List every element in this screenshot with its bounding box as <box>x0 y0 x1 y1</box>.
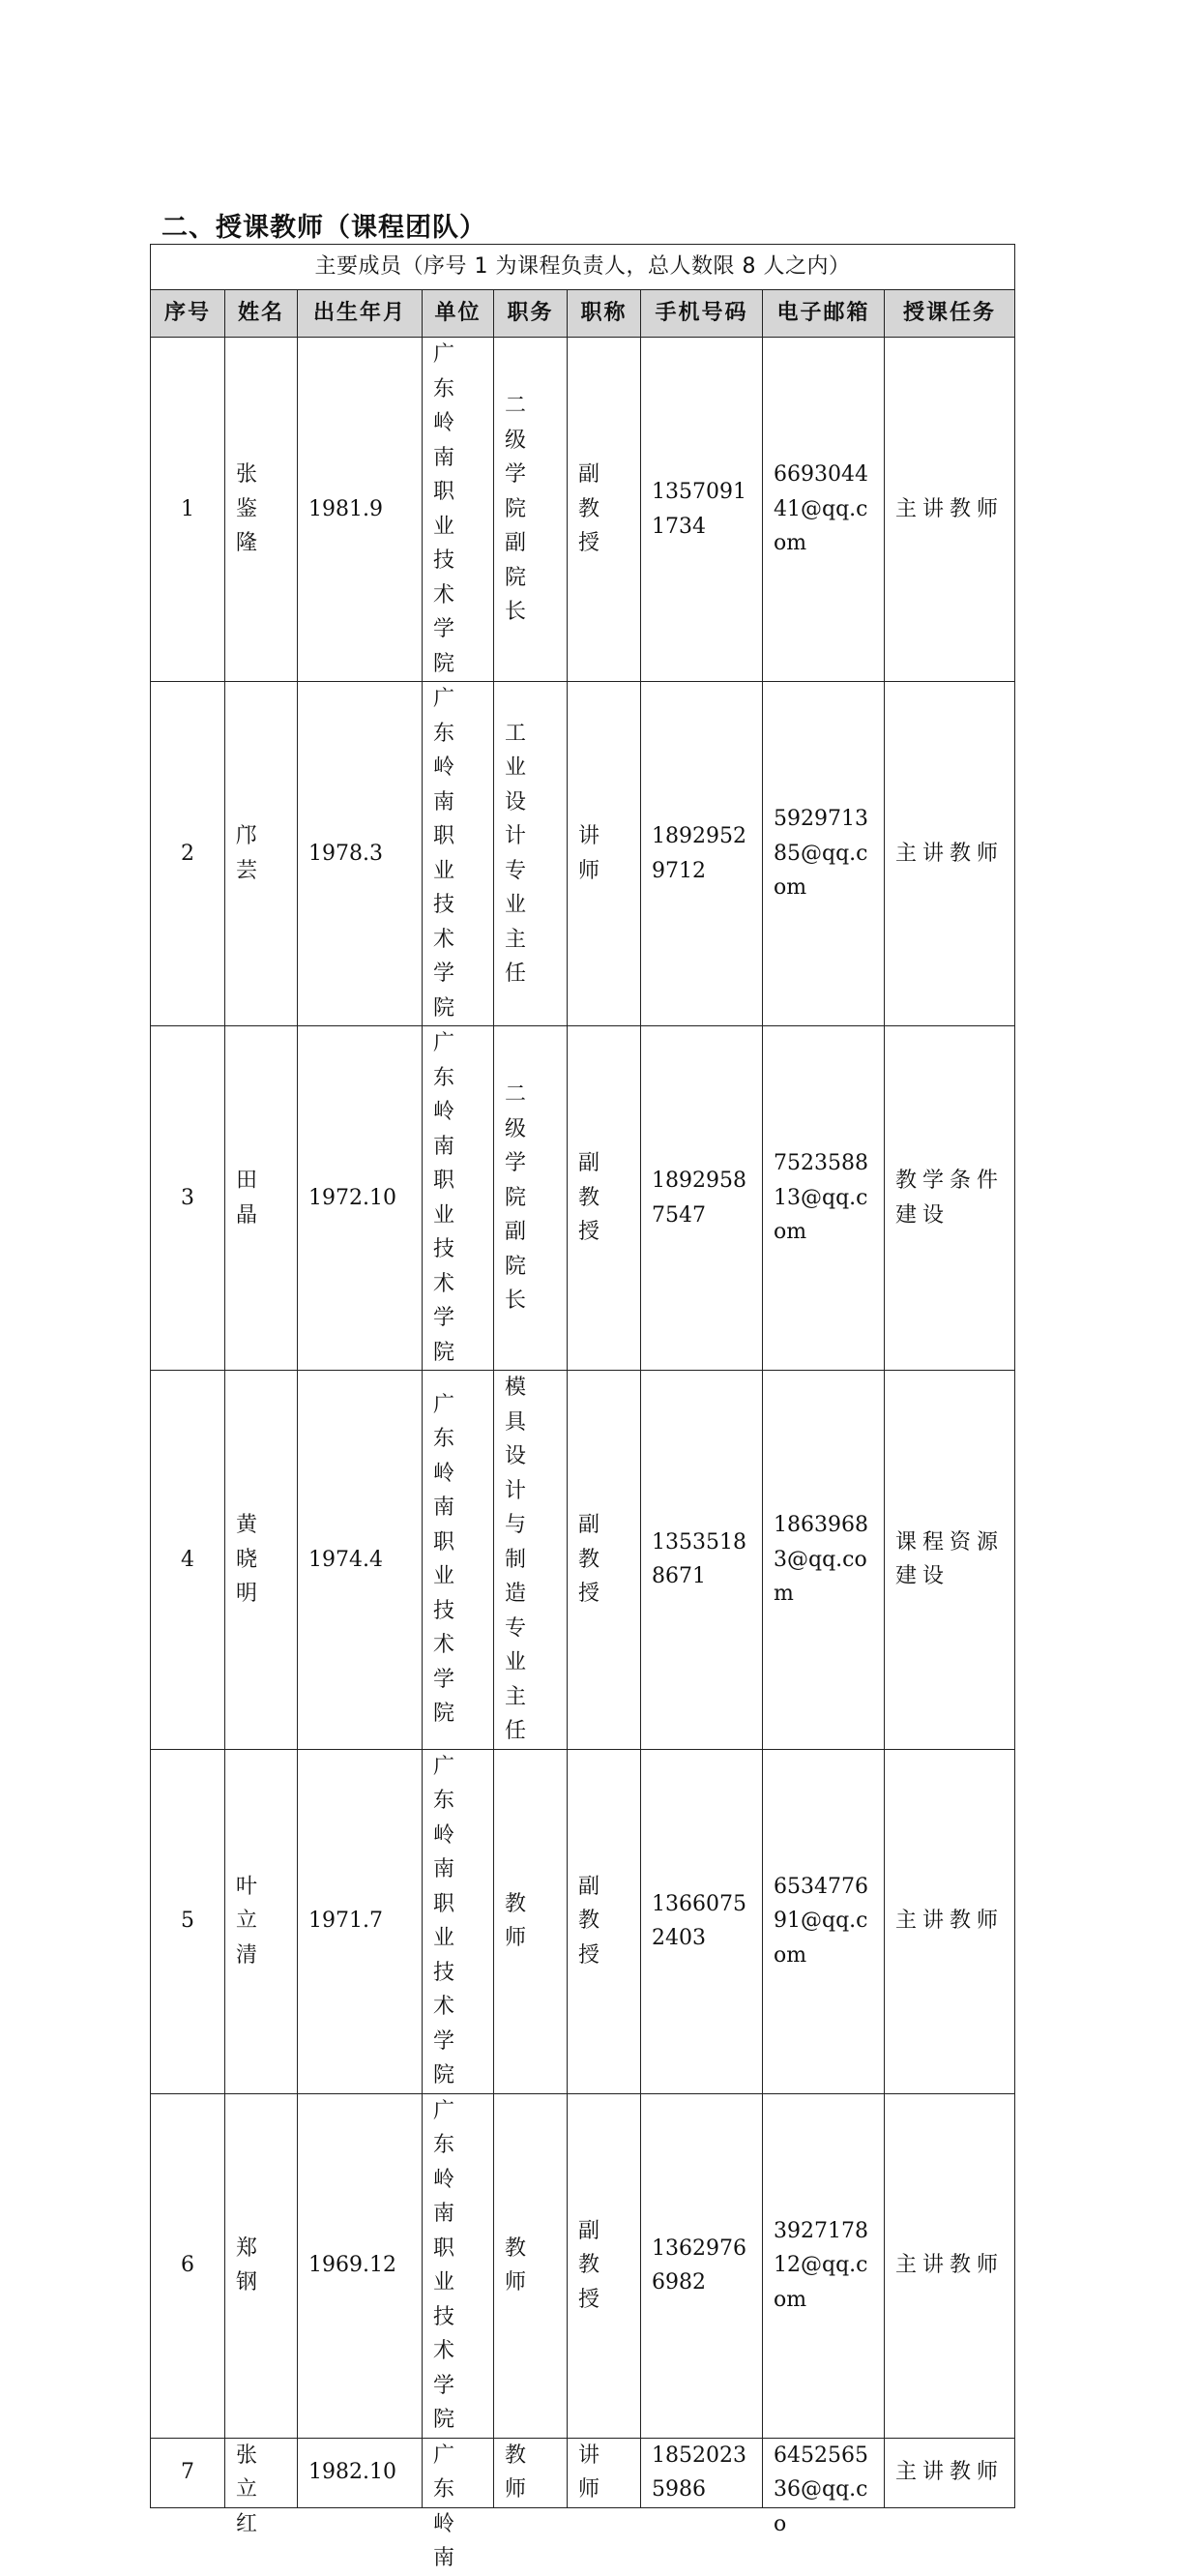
unit-value: 广东岭南职业技术学院 <box>433 687 461 1021</box>
birth-value: 1978.3 <box>308 841 383 866</box>
table-row <box>151 2438 1015 2507</box>
cell-name <box>225 2093 298 2438</box>
cell-title <box>568 1749 641 2093</box>
cell-phone <box>641 2438 763 2507</box>
cell-duty <box>494 1026 568 1371</box>
cell-seq <box>151 338 225 682</box>
birth-value: 1972.10 <box>308 1185 396 1210</box>
cell-task <box>885 682 1015 1026</box>
table-caption-row <box>151 245 1015 290</box>
cell-birth <box>298 2093 423 2438</box>
cell-task <box>885 2093 1015 2438</box>
header-email: 电子邮箱 <box>763 290 885 338</box>
cell-phone <box>641 338 763 682</box>
cell-name <box>225 1749 298 2093</box>
header-birth: 出生年月 <box>298 290 423 338</box>
cell-task <box>885 1749 1015 2093</box>
cell-name <box>225 2438 298 2536</box>
cell-title <box>568 1371 641 1750</box>
phone-value: 13660752403 <box>652 1891 746 1950</box>
name-value: 郑钢 <box>236 2235 264 2295</box>
task-value: 主讲教师 <box>895 2460 1005 2485</box>
email-value: 653477691@qq.com <box>774 1874 868 1968</box>
email-value: 669304441@qq.com <box>774 462 868 556</box>
header-task: 授课任务 <box>885 290 1015 338</box>
table-row <box>151 1026 1015 1371</box>
birth-value: 1971.7 <box>308 1909 383 1934</box>
phone-value: 18520235986 <box>652 2443 746 2502</box>
cell-task <box>885 338 1015 682</box>
cell-email <box>763 682 885 1026</box>
cell-duty <box>494 1749 568 2093</box>
title-value: 副教授 <box>578 2218 606 2312</box>
birth-value: 1981.9 <box>308 496 383 521</box>
cell-duty <box>494 682 568 1026</box>
cell-name <box>225 1026 298 1371</box>
cell-title <box>568 682 641 1026</box>
seq-value: 2 <box>181 841 194 866</box>
seq-value: 1 <box>181 496 194 521</box>
cell-email <box>763 2438 885 2536</box>
duty-value: 模具设计与制造专业主任 <box>505 1376 533 1743</box>
title-value: 副教授 <box>578 1513 606 1606</box>
name-value: 叶立清 <box>236 1874 264 1968</box>
cell-phone <box>641 1026 763 1371</box>
phone-value: 13629766982 <box>652 2235 746 2295</box>
table-row <box>151 1371 1015 1750</box>
cell-birth <box>298 1026 423 1371</box>
cell-unit <box>423 682 494 1026</box>
table-row <box>151 338 1015 682</box>
seq-value: 6 <box>181 2253 194 2278</box>
name-value: 田晶 <box>236 1169 264 1228</box>
table-row <box>151 2093 1015 2438</box>
email-value: 645256536@qq.co <box>774 2443 868 2536</box>
cell-unit <box>423 338 494 682</box>
header-phone: 手机号码 <box>641 290 763 338</box>
table-row <box>151 682 1015 1026</box>
cell-title <box>568 1026 641 1371</box>
duty-value: 教师 <box>505 2443 533 2502</box>
seq-value: 5 <box>181 1909 194 1934</box>
cell-email <box>763 338 885 682</box>
table-caption: 主要成员（序号 1 为课程负责人，总人数限 8 人之内） <box>151 245 1015 290</box>
cell-task <box>885 2438 1015 2507</box>
cell-unit <box>423 2093 494 2438</box>
cell-duty <box>494 2093 568 2438</box>
unit-value: 广东岭南职业技术学院 <box>433 1754 461 2087</box>
cell-name <box>225 338 298 682</box>
seq-value: 3 <box>181 1185 194 1210</box>
birth-value: 1974.4 <box>308 1547 383 1572</box>
header-title: 职称 <box>568 290 641 338</box>
cell-seq <box>151 2093 225 2438</box>
unit-value: 广东岭南职业技术学院 <box>433 342 461 676</box>
cell-unit <box>423 1026 494 1371</box>
cell-seq <box>151 1749 225 2093</box>
cell-email <box>763 1026 885 1371</box>
cell-birth <box>298 1749 423 2093</box>
cell-title <box>568 2093 641 2438</box>
table-row <box>151 1749 1015 2093</box>
phone-value: 13535188671 <box>652 1529 746 1589</box>
unit-value: 广东岭南 <box>433 2443 461 2570</box>
cell-birth <box>298 338 423 682</box>
cell-seq <box>151 1026 225 1371</box>
cell-email <box>763 1749 885 2093</box>
seq-value: 4 <box>181 1547 194 1572</box>
cell-task <box>885 1026 1015 1371</box>
duty-value: 二级学院副院长 <box>505 394 533 625</box>
unit-value: 广东岭南职业技术学院 <box>433 1392 461 1727</box>
cell-title <box>568 2438 641 2507</box>
name-value: 黄晓明 <box>236 1513 264 1606</box>
title-value: 讲师 <box>578 2443 606 2502</box>
cell-unit <box>423 1749 494 2093</box>
email-value: 752358813@qq.com <box>774 1151 868 1245</box>
phone-value: 18929587547 <box>652 1169 746 1228</box>
birth-value: 1982.10 <box>308 2460 396 2485</box>
cell-phone <box>641 1371 763 1750</box>
section-title: 二、授课教师（课程团队） <box>161 213 486 243</box>
header-name: 姓名 <box>225 290 298 338</box>
cell-birth <box>298 1371 423 1750</box>
header-seq: 序号 <box>151 290 225 338</box>
phone-value: 18929529712 <box>652 824 746 883</box>
task-value: 课程资源建设 <box>895 1529 1005 1589</box>
phone-value: 13570911734 <box>652 480 746 539</box>
cell-name <box>225 1371 298 1750</box>
name-value: 张立红 <box>236 2443 264 2536</box>
teaching-staff-table <box>150 244 1015 2570</box>
task-value: 主讲教师 <box>895 2253 1005 2278</box>
cell-duty <box>494 1371 568 1750</box>
header-unit: 单位 <box>423 290 494 338</box>
duty-value: 教师 <box>505 1891 533 1950</box>
cell-email <box>763 2093 885 2438</box>
title-value: 讲师 <box>578 824 606 883</box>
header-duty: 职务 <box>494 290 568 338</box>
task-value: 主讲教师 <box>895 1909 1005 1934</box>
name-value: 邝芸 <box>236 824 264 883</box>
cell-duty <box>494 338 568 682</box>
name-value: 张鉴隆 <box>236 462 264 556</box>
email-value: 592971385@qq.com <box>774 807 868 901</box>
birth-value: 1969.12 <box>308 2253 396 2278</box>
cell-seq <box>151 2438 225 2507</box>
duty-value: 二级学院副院长 <box>505 1082 533 1314</box>
unit-value: 广东岭南职业技术学院 <box>433 2098 461 2432</box>
email-value: 18639683@qq.com <box>774 1513 868 1606</box>
task-value: 教学条件建设 <box>895 1169 1005 1228</box>
task-value: 主讲教师 <box>895 496 1005 521</box>
title-value: 副教授 <box>578 1151 606 1245</box>
cell-phone <box>641 682 763 1026</box>
cell-name <box>225 682 298 1026</box>
cell-seq <box>151 1371 225 1750</box>
cell-title <box>568 338 641 682</box>
unit-value: 广东岭南职业技术学院 <box>433 1031 461 1365</box>
title-value: 副教授 <box>578 1874 606 1968</box>
duty-value: 工业设计专业主任 <box>505 721 533 986</box>
cell-duty <box>494 2438 568 2507</box>
cell-birth <box>298 2438 423 2507</box>
cell-birth <box>298 682 423 1026</box>
cell-unit <box>423 2438 494 2570</box>
cell-unit <box>423 1371 494 1750</box>
cell-seq <box>151 682 225 1026</box>
cell-phone <box>641 1749 763 2093</box>
cell-email <box>763 1371 885 1750</box>
cell-phone <box>641 2093 763 2438</box>
seq-value: 7 <box>181 2460 194 2485</box>
table-header-row <box>151 290 1015 338</box>
duty-value: 教师 <box>505 2235 533 2295</box>
task-value: 主讲教师 <box>895 841 1005 866</box>
email-value: 392717812@qq.com <box>774 2218 868 2312</box>
title-value: 副教授 <box>578 462 606 556</box>
cell-task <box>885 1371 1015 1750</box>
